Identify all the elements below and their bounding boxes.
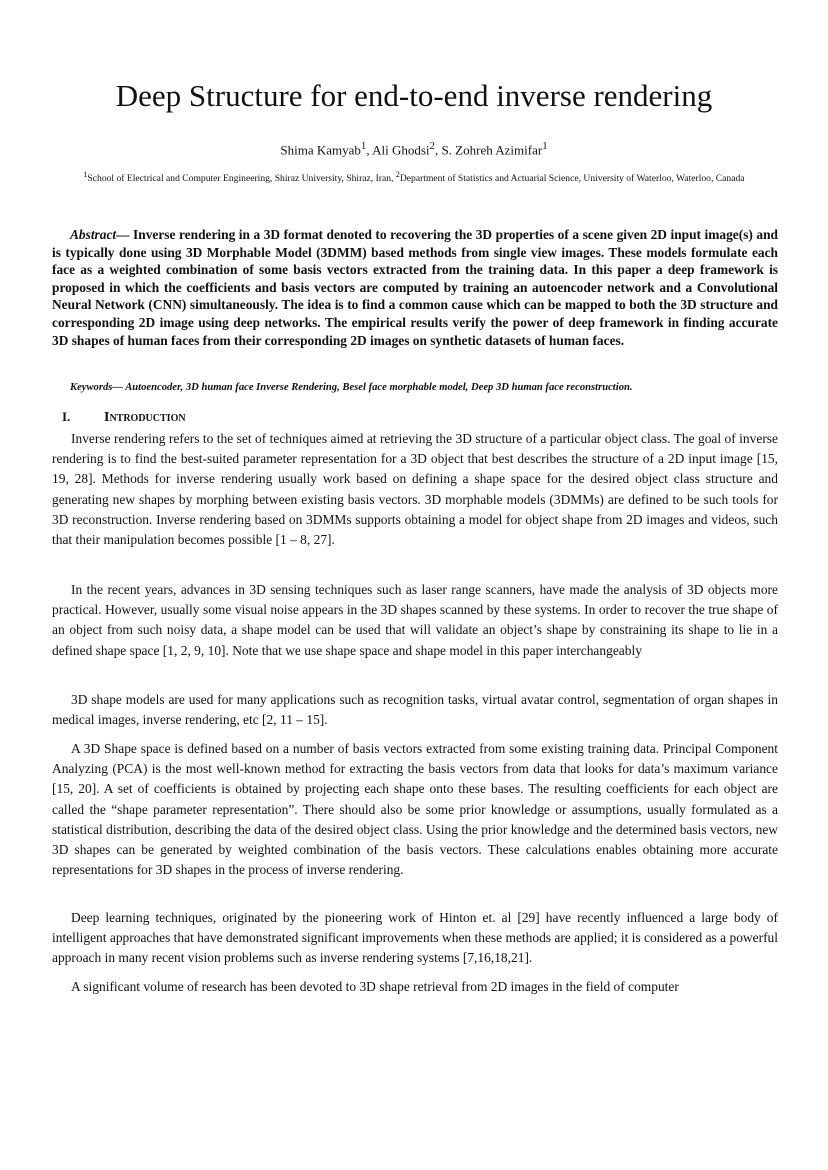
author-affiliation-mark: 2 <box>429 140 435 152</box>
body-paragraph: Deep learning techniques, originated by the pioneering work of Hinton et. al [29] have recently influenced a large body of intelligent approaches that have demonstrated significant improvements when these methods are applied; it is considered as a powerful approach in many recent vision problems such as inverse rendering systems [7,16,18,21]. <box>52 910 778 966</box>
body-paragraph: A 3D Shape space is defined based on a number of basis vectors extracted from some existing training data. Principal Component Analyzing (PCA) is the most well-known method for extracting the basis vectors from data that looks for data’s maximum variance [15, 20]. A set of coefficients is obtained by projecting each shape onto these bases. The resulting coefficients for each object are called the “shape parameter representation”. There should also be some prior knowledge or assumptions, usually formulated as a statistical distribution, describing the data of the desired object class. Using the prior knowledge and the determined basis vectors, new 3D shapes can be generated by weighted combination of the basis vectors. These calculations enables obtaining more accurate representations for 3D shapes in the process of inverse rendering. <box>52 741 778 878</box>
affiliation-text: School of Electrical and Computer Engineering, Shiraz University, Shiraz, Iran, <box>87 173 396 185</box>
section-title: Introduction <box>104 410 186 425</box>
affiliation-text: Department of Statistics and Actuarial Science, University of Waterloo, Waterloo, Canada <box>399 173 745 185</box>
author-name: S. Zohreh Azimifar <box>441 142 543 158</box>
author-affiliation-mark: 1 <box>542 140 548 152</box>
author-list: Shima Kamyab$^1$, Ali Ghodsi$^2$, S. Zohreh Azimifar$^1$ <box>280 140 548 158</box>
affiliation-mark: 2 <box>395 170 400 179</box>
body-paragraph: 3D shape models are used for many applications such as recognition tasks, virtual avatar control, segmentation of organ shapes in medical images, inverse rendering, etc [2, 11 – 15]. <box>52 692 778 728</box>
section-heading <box>62 408 186 427</box>
affiliations <box>60 168 768 185</box>
abstract <box>52 226 778 349</box>
body-paragraph: A significant volume of research has been devoted to 3D shape retrieval from 2D images in the field of computer <box>71 979 679 994</box>
author-name: Shima Kamyab <box>280 142 361 158</box>
abstract-label: Abstract— <box>70 227 130 242</box>
abstract-text: Inverse rendering in a 3D format denoted to recovering the 3D properties of a scene given 2D input image(s) and is typically done using 3D Morphable Model (3DMM) based methods from single view images. These models formulate each face as a weighted combination of some basis vectors extracted from the training data. In this paper a deep framework is proposed in which the coefficients and basis vectors are computed by training an autoencoder network and a Convolutional Neural Network (CNN) simultaneously. The idea is to find a common cause which can be mapped to both the 3D structure and corresponding 2D image using deep networks. The empirical results verify the power of deep framework in finding accurate 3D shapes of human faces from their corresponding 2D images on synthetic datasets of human faces. <box>52 227 778 348</box>
section-number: I. <box>62 409 71 424</box>
author-affiliation-mark: 1 <box>360 140 367 152</box>
affiliation-mark: 1 <box>83 170 88 179</box>
keywords: Keywords— Autoencoder, 3D human face Inverse Rendering, Besel face morphable model, Deep 3D human face reconstruction. <box>70 382 633 393</box>
body-paragraph: Inverse rendering refers to the set of techniques aimed at retrieving the 3D structure of a particular object class. The goal of inverse rendering is to find the best-suited parameter representation for a 3D object that best describes the structure of a 2D input image [15, 19, 28]. Methods for inverse rendering usually work based on defining a shape space for the desired object class structure and generating new shapes by morphing between existing basis vectors. 3D morphable models (3DMMs) are defined to be such tools for 3D reconstruction. Inverse rendering based on 3DMMs supports obtaining a model for object shape from 2D images and videos, such that their manipulation becomes possible [1 – 8, 27]. <box>52 431 778 548</box>
body-paragraph: In the recent years, advances in 3D sensing techniques such as laser range scanners, have made the analysis of 3D objects more practical. However, usually some visual noise appears in the 3D shapes scanned by these systems. In order to recover the true shape of an object from such noisy data, a shape model can be used that will validate an object’s shape by constraining its shape to lie in a defined shape space [1, 2, 9, 10]. Note that we use shape space and shape model in this paper interchangeably <box>52 582 778 658</box>
author-name: Ali Ghodsi <box>372 142 430 158</box>
paper-title: Deep Structure for end-to-end inverse rendering <box>115 78 713 113</box>
